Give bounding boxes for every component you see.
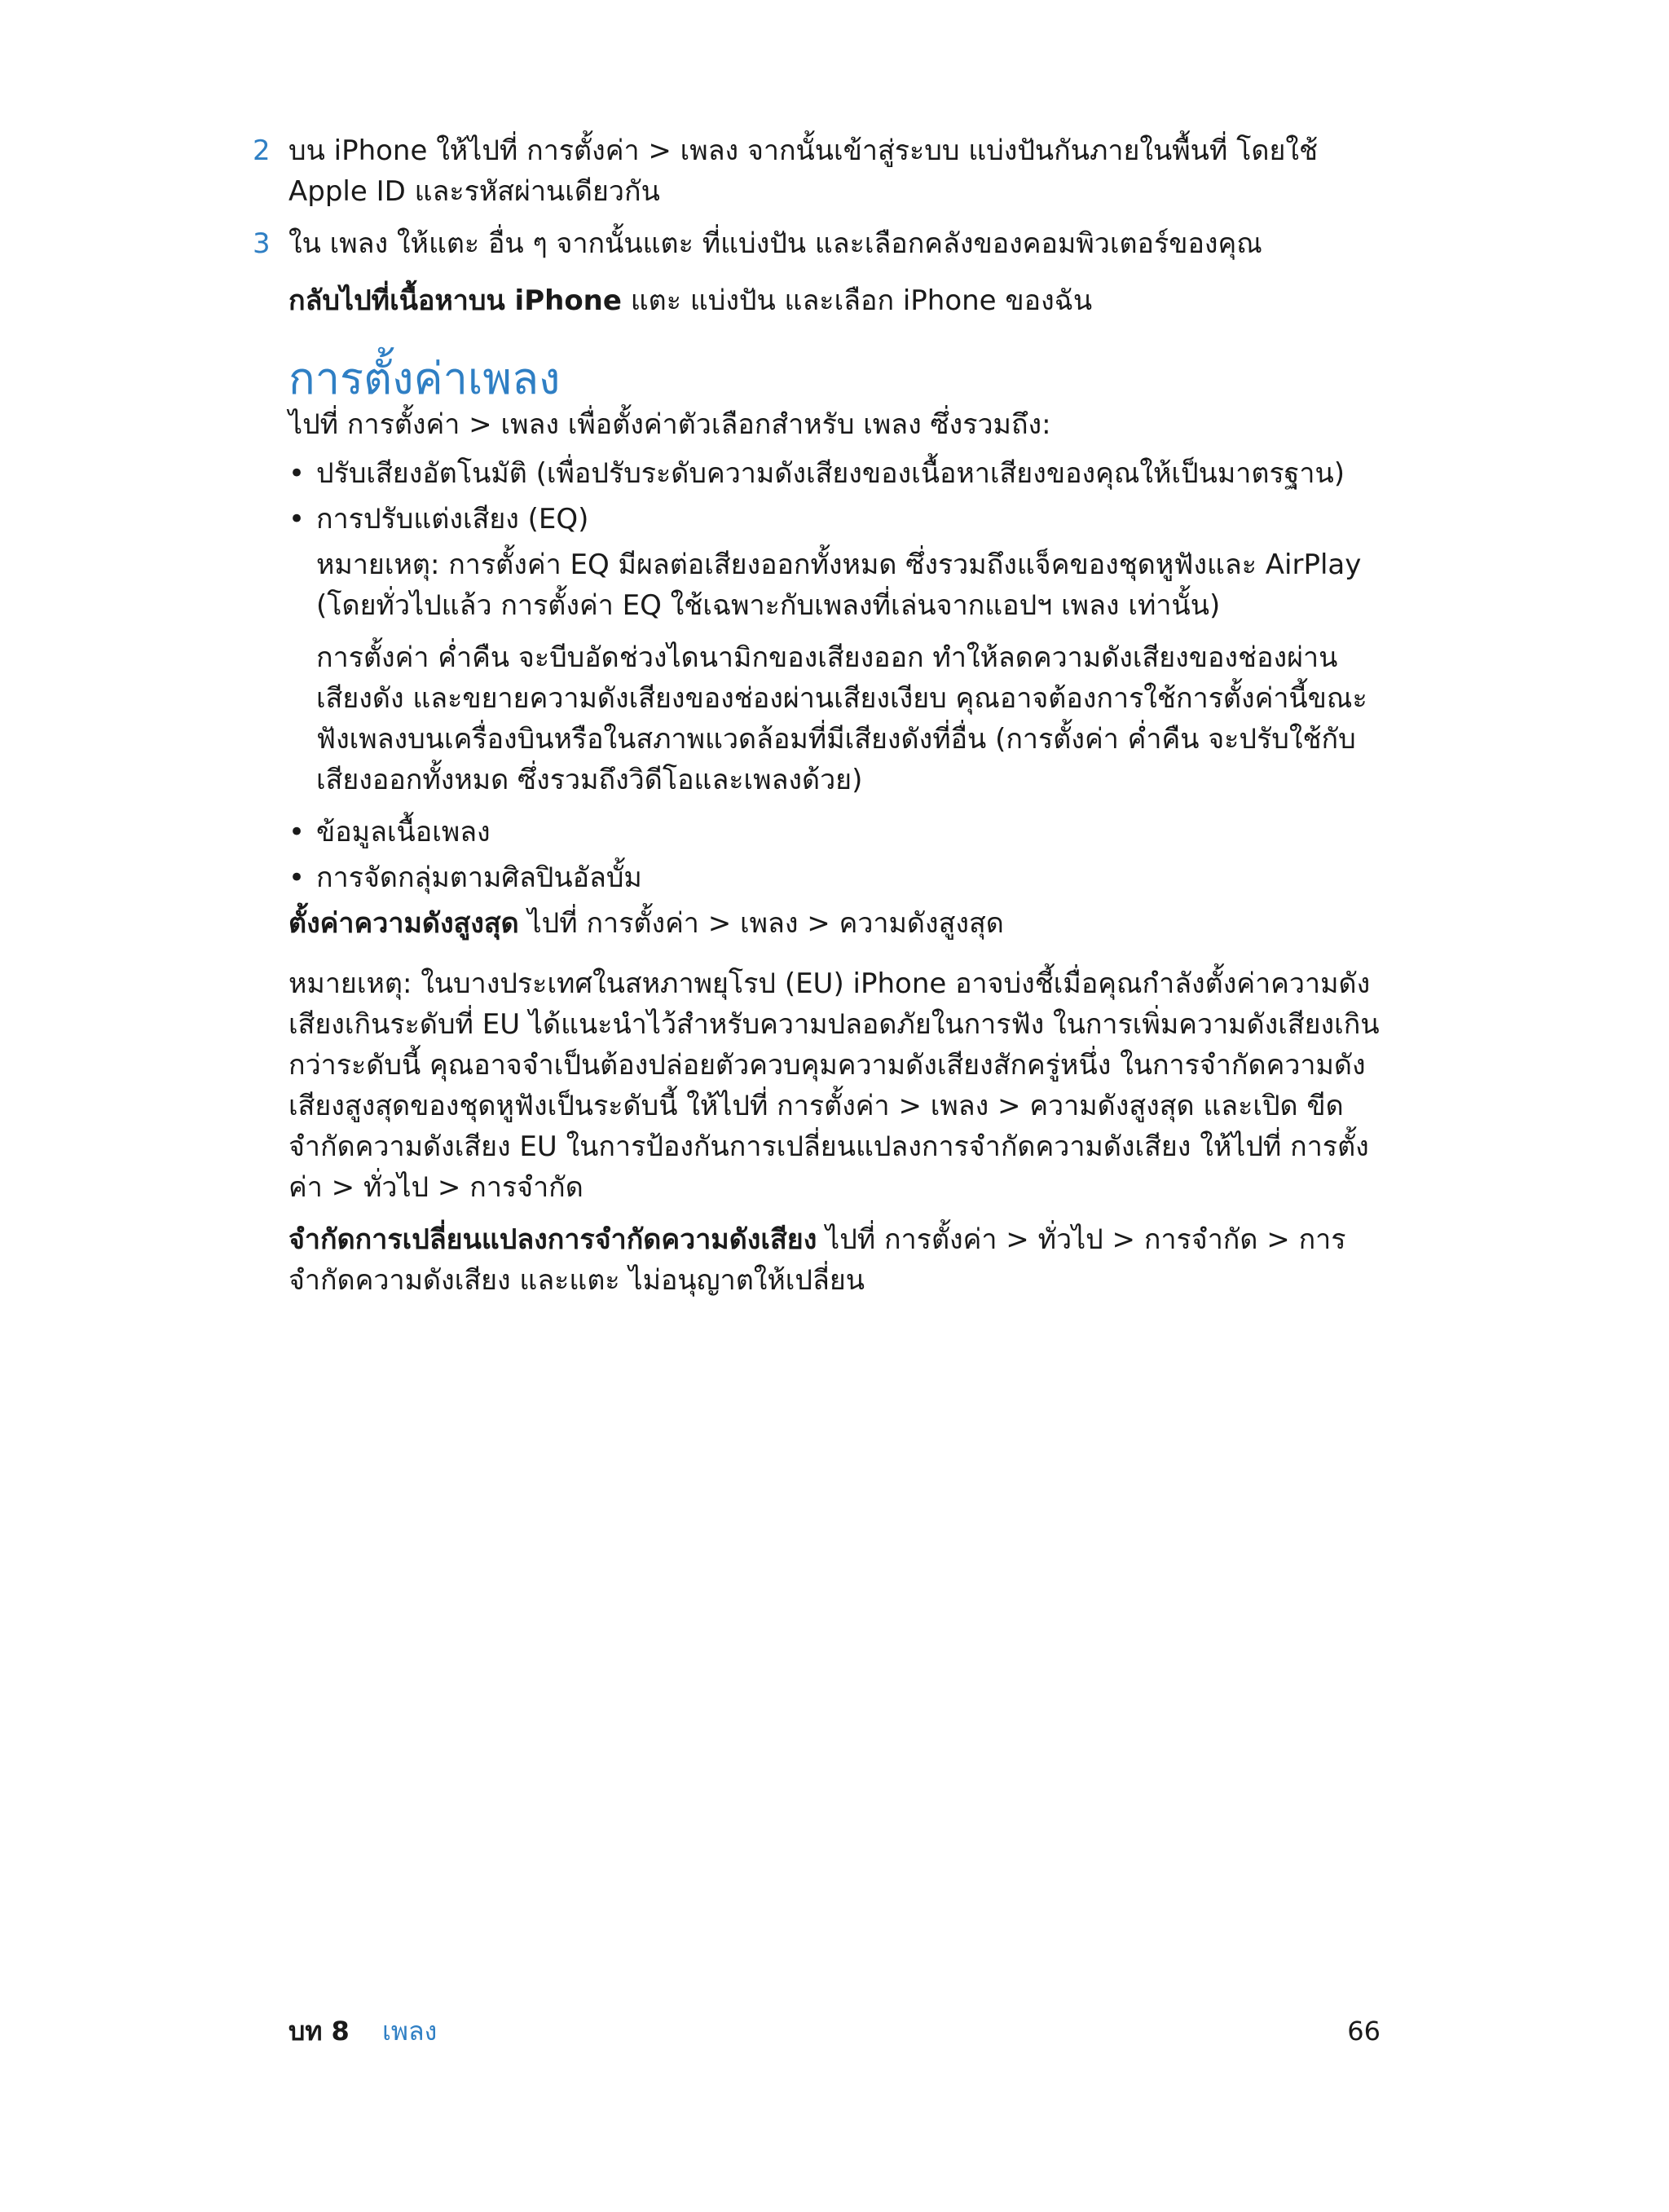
step-number: 2 — [253, 134, 271, 167]
step-number: 3 — [253, 227, 271, 260]
footer-chapter: บท 8 — [288, 2016, 350, 2047]
bullet-icon: • — [288, 457, 306, 490]
list-item — [253, 857, 1394, 898]
section-title: การตั้งค่าเพลง — [288, 353, 561, 404]
paragraph-text: ไปที่ การตั้งค่า > เพลง > ความดังสูงสุด — [518, 907, 1004, 940]
footer-section-link[interactable]: เพลง — [381, 2016, 438, 2047]
bullet-icon: • — [288, 503, 306, 535]
eu-note: หมายเหตุ: ในบางประเทศในสหภาพยุโรป (EU) iPhone อาจบ่งชี้เมื่อคุณกำลังตั้งค่าความดังเสียงเกินระดับที่ EU ได้แนะนำไว้สำหรับความปลอดภัยในการฟัง ในการเพิ่มความดังเสียงเกินกว่าระดับนี้ คุณอาจจำเป็นต้องปล่อยตัวควบคุมความดังเสียงสักครู่หนึ่ง ในการจำกัดความดังเสียงสูงสุดของชุดหูฟังเป็นระดับนี้ ให้ไปที่ การตั้งค่า > เพลง > ความดังสูงสุด และเปิด ขีดจำกัดความดังเสียง EU ในการป้องกันการเปลี่ยนแปลงการจำกัดความดังเสียง ให้ไปที่ การตั้งค่า > ทั่วไป > การจำกัด — [288, 967, 1380, 1204]
max-volume-paragraph — [253, 903, 1394, 944]
list-item-text: การจัดกลุ่มตามศิลปินอัลบั้ม — [316, 861, 642, 894]
paragraph-text: ไปที่ การตั้งค่า > ทั่วไป > การจำกัด > การจำกัดความดังเสียง และแตะ ไม่อนุญาตให้เปลี่ยน — [288, 1223, 1346, 1297]
step-text: ใน เพลง ให้แตะ อื่น ๆ จากนั้นแตะ ที่แบ่งปัน และเลือกคลังของคอมพิวเตอร์ของคุณ — [288, 227, 1262, 260]
page-number: 66 — [1347, 2016, 1381, 2047]
bullet-icon: • — [288, 816, 306, 848]
page-content — [253, 130, 1394, 1312]
list-item — [253, 812, 1394, 853]
bullet-icon: • — [288, 861, 306, 894]
paragraph-text: แตะ แบ่งปัน และเลือก iPhone ของฉัน — [621, 284, 1093, 317]
list-item — [253, 499, 1394, 540]
step-3 — [253, 223, 1394, 264]
restrict-volume-paragraph — [253, 1219, 1394, 1301]
list-item — [253, 453, 1394, 494]
paragraph-lead: ตั้งค่าความดังสูงสุด — [288, 907, 519, 940]
paragraph-lead: จำกัดการเปลี่ยนแปลงการจำกัดความดังเสียง — [288, 1223, 817, 1256]
section-intro: ไปที่ การตั้งค่า > เพลง เพื่อตั้งค่าตัวเลือกสำหรับ เพลง ซึ่งรวมถึง: — [288, 408, 1051, 441]
late-night-description: การตั้งค่า ค่ำคืน จะบีบอัดช่วงไดนามิกของเสียงออก ทำให้ลดความดังเสียงของช่องผ่านเสียงดัง และขยายความดังเสียงของช่องผ่านเสียงเงียบ คุณอาจต้องการใช้การตั้งค่านี้ขณะฟังเพลงบนเครื่องบินหรือในสภาพแวดล้อมที่มีเสียงดังที่อื่น (การตั้งค่า ค่ำคืน จะปรับใช้กับเสียงออกทั้งหมด ซึ่งรวมถึงวิดีโอและเพลงด้วย) — [316, 641, 1367, 796]
paragraph-lead: กลับไปที่เนื้อหาบน iPhone — [288, 284, 622, 317]
list-item-text: ปรับเสียงอัตโนมัติ (เพื่อปรับระดับความดังเสียงของเนื้อหาเสียงของคุณให้เป็นมาตรฐาน) — [316, 457, 1345, 490]
return-to-iphone-paragraph — [253, 280, 1394, 321]
eq-note: หมายเหตุ: การตั้งค่า EQ มีผลต่อเสียงออกทั้งหมด ซึ่งรวมถึงแจ็คของชุดหูฟังและ AirPlay (โดยทั่วไปแล้ว การตั้งค่า EQ ใช้เฉพาะกับเพลงที่เล่นจากแอปฯ เพลง เท่านั้น) — [316, 549, 1362, 622]
list-item-text: ข้อมูลเนื้อเพลง — [316, 816, 491, 848]
step-2 — [253, 130, 1394, 212]
page-footer — [288, 2015, 1381, 2047]
list-item-text: การปรับแต่งเสียง (EQ) — [316, 503, 589, 535]
step-text: บน iPhone ให้ไปที่ การตั้งค่า > เพลง จากนั้นเข้าสู่ระบบ แบ่งปันกันภายในพื้นที่ โดยใช้ Apple ID และรหัสผ่านเดียวกัน — [288, 134, 1319, 208]
